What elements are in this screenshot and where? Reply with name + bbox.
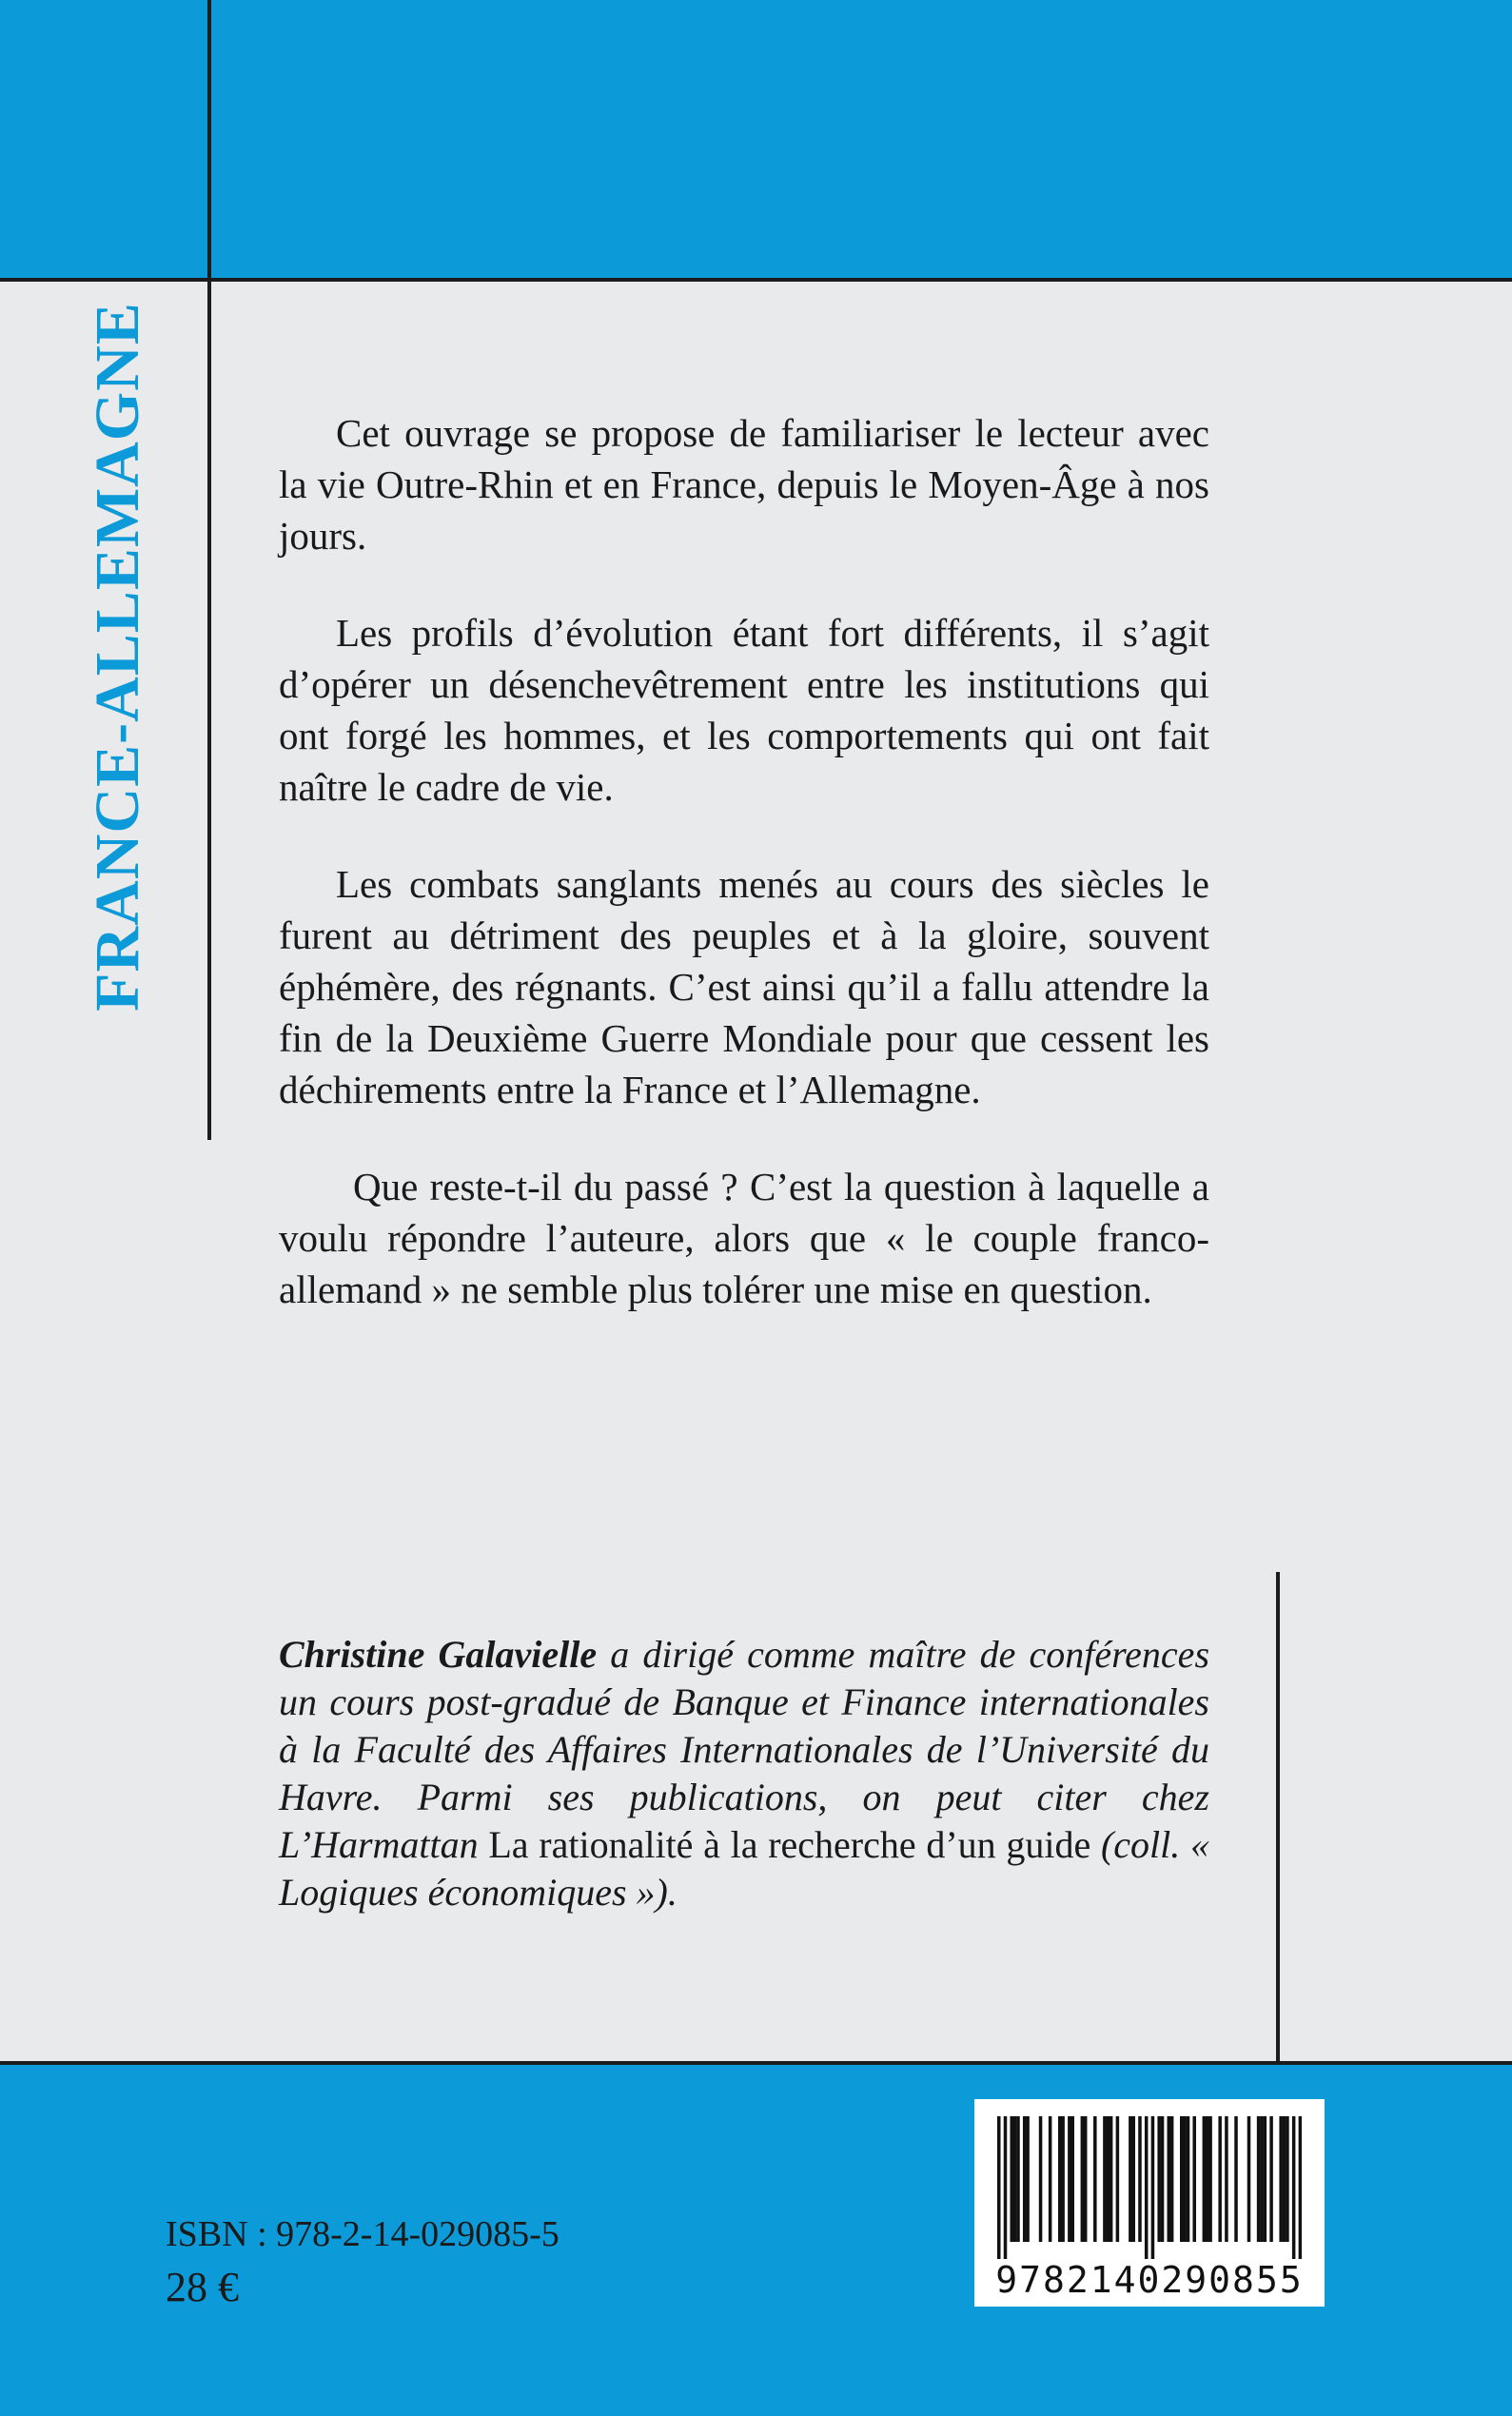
barcode-bar: [1283, 2116, 1286, 2242]
back-cover-summary: [279, 407, 1209, 1361]
summary-paragraph: Que reste-t-il du passé ? C’est la question à laquelle a voulu répondre l’auteure, alors que « le couple franco-allemand » ne semble plus tolérer une mise en question.: [279, 1165, 1209, 1311]
barcode-bar: [1010, 2116, 1013, 2242]
barcode-bar: [1183, 2116, 1187, 2242]
barcode-bar: [1081, 2116, 1085, 2242]
barcode-bar: [1004, 2116, 1008, 2259]
barcode-bar: [1151, 2116, 1155, 2259]
author-bio: [279, 1631, 1209, 1916]
barcode-bar: [1107, 2116, 1110, 2242]
barcode-bar: [1286, 2116, 1289, 2242]
barcode-bar: [1292, 2116, 1296, 2259]
barcode-bar: [1103, 2116, 1107, 2242]
author-bio-text: a dirigé comme maître de conférences un cours post-gradué de Banque et Finance internationales à la Faculté des Affaires Internationales de l’Université du Havre. Parmi ses publications, on peut citer chez L’Harmattan: [279, 1633, 1210, 1866]
spine-title-text: FRANCE-ALLEMAGNE: [83, 302, 152, 1012]
barcode-bar: [1203, 2116, 1207, 2242]
barcode-bar: [1247, 2116, 1251, 2242]
isbn-text: ISBN : 978-2-14-029085-5: [166, 2214, 560, 2254]
barcode-bar: [1168, 2116, 1171, 2242]
barcode-bar: [1299, 2116, 1302, 2259]
barcode-bar: [1093, 2116, 1097, 2242]
barcode-bar: [1058, 2116, 1062, 2242]
barcode-bar: [1061, 2116, 1065, 2242]
barcode-bar: [1049, 2116, 1052, 2242]
barcode-bar: [1192, 2116, 1196, 2242]
barcode-bar: [1068, 2116, 1071, 2242]
summary-paragraph: Les profils d’évolution étant fort différents, il s’agit d’opérer un désenchevêtrement entre les institutions qui ont forgé les hommes, et les comportements qui ont fait naître le cadre de vie.: [279, 611, 1209, 809]
barcode-bar: [1225, 2116, 1228, 2242]
barcode-bar: [1116, 2116, 1120, 2242]
barcode-bar: [1129, 2116, 1132, 2242]
barcode-bar: [1264, 2116, 1267, 2242]
barcode-bar: [1234, 2116, 1238, 2242]
barcode-bar: [1016, 2116, 1020, 2242]
barcode-bar: [1070, 2116, 1074, 2242]
barcode-bar: [1208, 2116, 1212, 2242]
barcode: [974, 2099, 1325, 2307]
barcode-bar: [1269, 2116, 1273, 2242]
barcode-bars: [997, 2116, 1302, 2259]
barcode-bar: [1218, 2116, 1222, 2242]
barcode-bar: [1084, 2116, 1088, 2242]
barcode-bar: [1013, 2116, 1017, 2242]
summary-paragraph: Les combats sanglants menés au cours des siècles le furent au détriment des peuples et à la gloire, souvent éphémère, des régnants. C’est ainsi qu’il a fallu attendre la fin de la Deuxième Guerre Mondiale pour que cessent les déchirements entre la France et l’Allemagne.: [279, 862, 1209, 1111]
barcode-bar: [1157, 2116, 1161, 2242]
summary-paragraph: Cet ouvrage se propose de familiariser le lecteur avec la vie Outre-Rhin et en France, depuis le Moyen-Âge à nos jours.: [279, 411, 1209, 558]
barcode-bar: [1023, 2116, 1027, 2242]
barcode-bar: [1109, 2116, 1113, 2242]
barcode-bar: [1257, 2116, 1261, 2242]
barcode-bar: [997, 2116, 1001, 2259]
barcode-bar: [1187, 2116, 1190, 2242]
barcode-bar: [1145, 2116, 1149, 2259]
price-text: 28 €: [166, 2264, 239, 2310]
barcode-bar: [1260, 2116, 1264, 2242]
right-vertical-rule: [1276, 1572, 1280, 2062]
barcode-bar: [1131, 2116, 1135, 2242]
barcode-bar: [1180, 2116, 1184, 2242]
top-divider-line: [0, 278, 1512, 282]
author-name: Christine Galavielle: [279, 1633, 598, 1676]
barcode-bar: [1161, 2116, 1165, 2242]
barcode-bar: [1206, 2116, 1209, 2242]
barcode-bar: [1039, 2116, 1043, 2242]
left-vertical-rule: [207, 0, 211, 1140]
cited-book-title: La rationalité à la recherche d’un guide: [488, 1823, 1091, 1866]
barcode-bar: [1170, 2116, 1174, 2242]
top-color-band: [0, 0, 1512, 278]
barcode-number: 9782140290855: [995, 2259, 1304, 2301]
author-bio-collection: (coll. « Logiques économiques »).: [279, 1823, 1209, 1914]
barcode-bar: [1279, 2116, 1283, 2242]
barcode-bar: [1138, 2116, 1142, 2242]
barcode-bar: [1026, 2116, 1030, 2242]
